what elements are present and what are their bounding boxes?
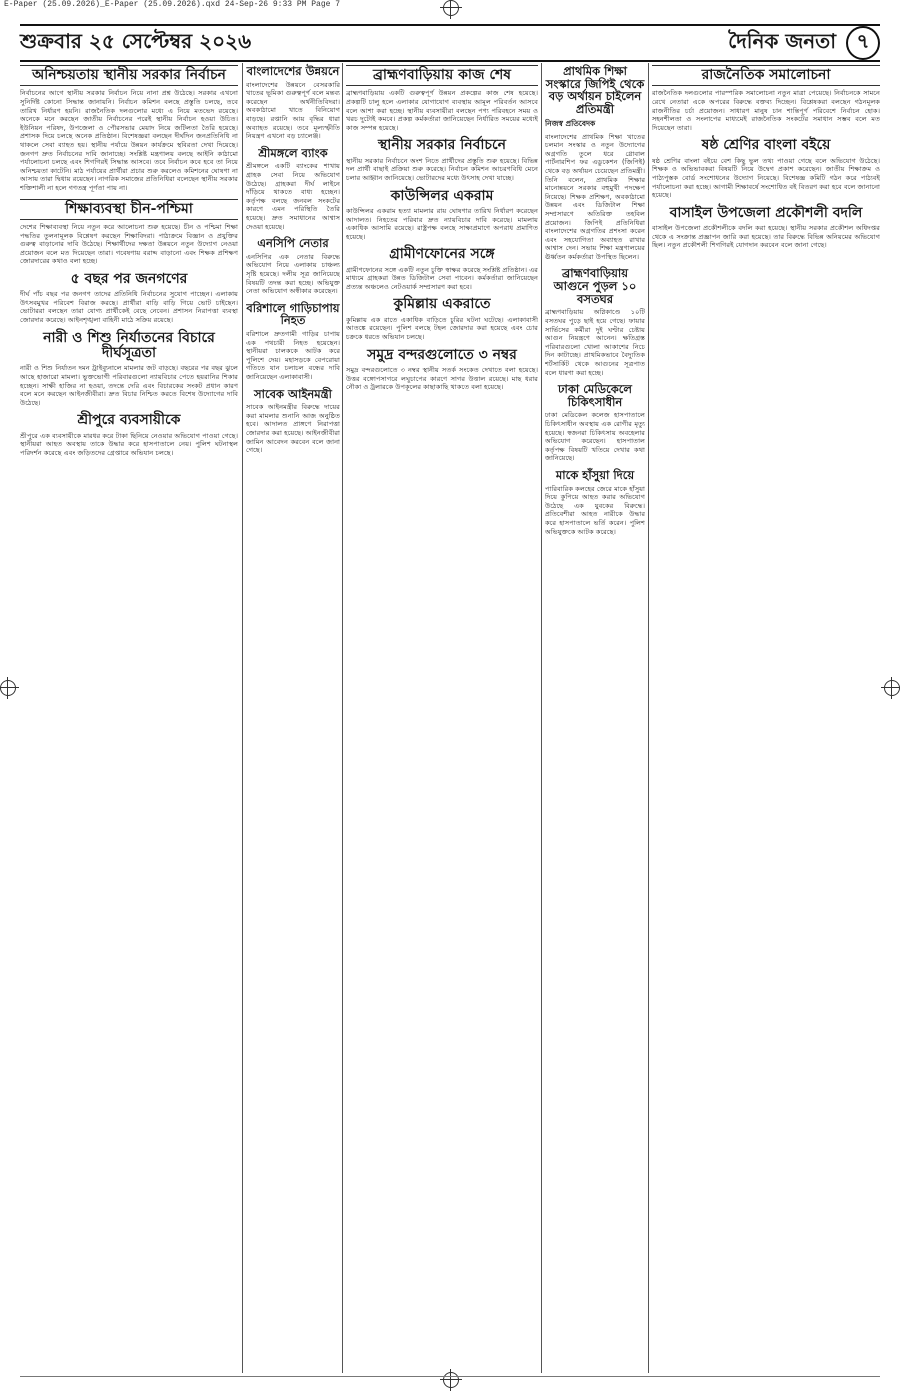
article-body: শ্রীপুরে এক ব্যবসায়ীকে মারধর করে টাকা ছিনিয়ে নেওয়ার অভিযোগ পাওয়া গেছে। স্থানীয়রা আহত অবস্থায় তাকে উদ্ধার করে হাসপাতালে নেয়। পুলিশ ঘটনাস্থল পরিদর্শন করেছে এবং জড়িতদের গ্রেপ্তারে অভিযান চলছে। (20, 431, 238, 457)
column-1 (20, 63, 238, 1373)
article (246, 388, 340, 455)
page-number: ৭ (846, 26, 880, 60)
article (545, 469, 645, 536)
article-body: কুমিল্লায় এক রাতে একাধিক বাড়িতে চুরির ঘটনা ঘটেছে। এলাকাবাসী আতঙ্কে রয়েছেন। পুলিশ বলছে টহল জোরদার করা হয়েছে এবং চোর চক্রকে ধরতে অভিযান চলছে। (346, 315, 538, 342)
footer-rule (20, 1376, 880, 1377)
article-body: ষষ্ঠ শ্রেণির বাংলা বইয়ে বেশ কিছু ভুল তথ্য পাওয়া গেছে বলে অভিযোগ উঠেছে। শিক্ষক ও অভিভাবকরা বিষয়টি নিয়ে উদ্বেগ প্রকাশ করেছেন। জাতীয় শিক্ষাক্রম ও পাঠ্যপুস্তক বোর্ড সংশোধনের উদ্যোগ নিয়েছে। বিশেষজ্ঞ কমিটি গঠন করে পাঠ্যবই পর্যালোচনা করা হচ্ছে। আগামী শিক্ষাবর্ষে সংশোধিত বই বিতরণ করা হবে বলে জানানো হয়েছে। (652, 156, 880, 200)
article-body: দেশের শিক্ষাব্যবস্থা নিয়ে নতুন করে আলোচনা শুরু হয়েছে। চীন ও পশ্চিমা শিক্ষা পদ্ধতির তুলনামূলক বিশ্লেষণ করছেন শিক্ষাবিদরা। পাঠ্যক্রমে বিজ্ঞান ও প্রযুক্তির গুরুত্ব বাড়ানোর দাবি উঠেছে। শিক্ষার্থীদের দক্ষতা উন্নয়নে নতুন উদ্যোগ নেওয়া প্রয়োজন বলে মত দিয়েছেন তারা। গবেষণায় বরাদ্দ বাড়ানো এবং শিক্ষক প্রশিক্ষণ জোরদারের কথাও বলা হচ্ছে। (20, 222, 238, 266)
registration-mark-icon (443, 0, 459, 16)
article-body: সাবেক আইনমন্ত্রীর বিরুদ্ধে দায়ের করা মামলার শুনানি আজ অনুষ্ঠিত হবে। আদালত প্রাঙ্গণে নিরাপত্তা জোরদার করা হয়েছে। আইনজীবীরা জামিন আবেদন করবেন বলে জানা গেছে। (246, 403, 340, 455)
headline: কুমিল্লায় একরাতে (393, 296, 491, 313)
headline: সাবেক আইনমন্ত্রী (254, 386, 332, 401)
article (20, 65, 238, 193)
article-body: সমুদ্র বন্দরগুলোতে ৩ নম্বর স্থানীয় সতর্ক সংকেত দেখাতে বলা হয়েছে। উত্তর বঙ্গোপসাগরে লঘুচাপের কারণে সাগর উত্তাল রয়েছে। মাছ ধরার নৌকা ও ট্রলারকে উপকূলের কাছাকাছি থাকতে বলা হয়েছে। (346, 366, 538, 392)
column-rule (541, 63, 542, 1373)
headline: গ্রামীণফোনের সঙ্গে (389, 246, 495, 263)
paper-name: দৈনিক জনতা (728, 28, 836, 53)
headline: ব্রাহ্মণবাড়িয়ায় আগুনে পুড়ল ১০ বসতঘর (553, 266, 637, 306)
headline: স্থানীয় সরকার নির্বাচনে (378, 137, 506, 154)
article (20, 331, 238, 408)
article-body: নারী ও শিশু নির্যাতন দমন ট্রাইব্যুনালে মামলার জট বাড়ছে। বছরের পর বছর ঝুলে আছে হাজারো মামলা। ভুক্তভোগী পরিবারগুলো ন্যায়বিচার পেতে হয়রানির শিকার হচ্ছেন। সাক্ষী হাজির না হওয়া, তদন্তে দেরি এবং বিচারকের সংকট প্রধান কারণ বলে মনে করছেন আইনজীবীরা। দ্রুত বিচার নিশ্চিত করতে বিশেষ উদ্যোগের দাবি উঠেছে। (20, 364, 238, 407)
byline: নিজস্ব প্রতিবেদক (545, 118, 596, 128)
article (246, 237, 340, 296)
article-body: এনসিপির এক নেতার বিরুদ্ধে অভিযোগ নিয়ে এলাকায় চাঞ্চল্য সৃষ্টি হয়েছে। দলীয় সূত্র জানিয়েছে বিষয়টি তদন্ত করা হচ্ছে। অভিযুক্ত নেতা অভিযোগ অস্বীকার করেছেন। (246, 252, 340, 296)
headline: ষষ্ঠ শ্রেণির বাংলা বইয়ে (701, 137, 831, 154)
headline: ৫ বছর পর জনগণের (70, 270, 188, 287)
article-body: ঢাকা মেডিকেল কলেজ হাসপাতালে চিকিৎসাধীন অবস্থায় এক রোগীর মৃত্যু হয়েছে। স্বজনরা চিকিৎসায় অবহেলার অভিযোগ করেছেন। হাসপাতাল কর্তৃপক্ষ বিষয়টি খতিয়ে দেখার কথা জানিয়েছে। (545, 411, 645, 463)
article (652, 206, 880, 250)
article (346, 65, 538, 132)
article (545, 383, 645, 463)
article (652, 138, 880, 199)
article (346, 348, 538, 392)
article (246, 147, 340, 231)
registration-mark-icon (884, 680, 900, 696)
headline: অনিশ্চয়তায় স্থানীয় সরকার নির্বাচন (20, 65, 238, 86)
article (346, 297, 538, 341)
headline: শ্রীমঙ্গলে ব্যাংক (258, 145, 328, 160)
column-5 (652, 63, 880, 1373)
column-rule (242, 63, 243, 1373)
article-body: দীর্ঘ পাঁচ বছর পর জনগণ তাদের প্রতিনিধি নির্বাচনের সুযোগ পাচ্ছেন। এলাকায় উৎসবমুখর পরিবেশ বিরাজ করছে। প্রার্থীরা বাড়ি বাড়ি গিয়ে ভোট চাইছেন। ভোটাররা বলছেন তারা যোগ্য প্রার্থীকেই বেছে নেবেন। প্রশাসন নিরাপত্তা ব্যবস্থা জোরদার করেছে। আইনশৃঙ্খলা বাহিনী মাঠে সক্রিয় রয়েছে। (20, 290, 238, 325)
headline: বাসাইল উপজেলা প্রকৌশলী বদলি (669, 204, 863, 221)
article-body: গ্রামীণফোনের সঙ্গে একটি নতুন চুক্তি স্বাক্ষর করেছে সংশ্লিষ্ট প্রতিষ্ঠান। এর মাধ্যমে গ্রাহকরা উন্নত ডিজিটাল সেবা পাবেন। কর্মকর্তারা জানিয়েছেন প্রত্যন্ত অঞ্চলেও নেটওয়ার্ক সম্প্রসারণ করা হবে। (346, 265, 538, 291)
article (20, 413, 238, 457)
headline: নারী ও শিশু নির্যাতনের বিচারে দীর্ঘসূত্রতা (43, 329, 215, 362)
article-body: বাসাইল উপজেলা প্রকৌশলীকে বদলি করা হয়েছে। স্থানীয় সরকার প্রকৌশল অধিদপ্তর থেকে এ সংক্রান্ত প্রজ্ঞাপন জারি করা হয়েছে। তার বিরুদ্ধে বিভিন্ন অনিয়মের অভিযোগ ছিল। নতুন প্রকৌশলী শিগগিরই যোগদান করবেন বলে জানা গেছে। (652, 224, 880, 250)
article (246, 65, 340, 141)
article (20, 199, 238, 266)
headline: ব্রাহ্মণবাড়িয়ায় কাজ শেষ (346, 65, 538, 86)
headline: ঢাকা মেডিকেলে চিকিৎসাধীন (558, 382, 632, 409)
article-body: নির্বাচনের আগে স্থানীয় সরকার নির্বাচন নিয়ে নানা প্রশ্ন উঠেছে। সরকার এখনো সুনির্দিষ্ট কোনো সিদ্ধান্ত জানায়নি। নির্বাচন কমিশন বলছে প্রস্তুতি চলছে, তবে তারিখ নির্ধারণ হয়নি। রাজনৈতিক দলগুলোর মধ্যে এ নিয়ে মতভেদ রয়েছে। অনেকে মনে করছেন জাতীয় নির্বাচনের পরেই স্থানীয় নির্বাচন হওয়া উচিত। ইউনিয়ন পরিষদ, উপজেলা ও পৌরসভার মেয়াদ নিয়ে জটিলতা তৈরি হয়েছে। প্রশাসক দিয়ে চলছে অনেক প্রতিষ্ঠান। বিশেষজ্ঞরা বলছেন দীর্ঘদিন জনপ্রতিনিধি না থাকলে সেবা ব্যাহত হয়। স্থানীয় পর্যায়ে উন্নয়ন কার্যক্রমে স্থবিরতা দেখা দিয়েছে। জনগণ দ্রুত নির্বাচনের দাবি জানাচ্ছে। সংশ্লিষ্ট মন্ত্রণালয় বলছে আইনি কাঠামো পর্যালোচনা চলছে এবং শিগগিরই সিদ্ধান্ত আসবে। তবে নির্বাচন কবে হবে তা নিয়ে অনিশ্চয়তা কাটেনি। মাঠ পর্যায়ের প্রার্থীরা প্রচার শুরু করলেও কমিশনের ঘোষণা না আসায় তারা দ্বিধায় রয়েছেন। নাগরিক সমাজের প্রতিনিধিরা বলেছেন স্থানীয় সরকার শক্তিশালী না হলে গণতন্ত্র পূর্ণতা পায় না। (20, 89, 238, 192)
masthead (20, 24, 880, 62)
article-body: কাউন্সিলর একরাম হত্যা মামলার রায় ঘোষণার তারিখ নির্ধারণ করেছেন আদালত। নিহতের পরিবার দ্রুত ন্যায়বিচার দাবি করেছে। মামলায় একাধিক আসামি রয়েছে। রাষ্ট্রপক্ষ বলছে সাক্ষ্যপ্রমাণে অপরাধ প্রমাণিত হয়েছে। (346, 206, 538, 241)
print-slug: E-Paper (25.09.2026)_E-Paper (25.09.2026).qxd 24-Sep-26 9:33 PM Page 7 (4, 0, 341, 9)
article (346, 247, 538, 291)
article-body: শ্রীমঙ্গলে একটি ব্যাংকের শাখায় গ্রাহক সেবা নিয়ে অভিযোগ উঠেছে। গ্রাহকরা দীর্ঘ লাইনে দাঁড়িয়ে থাকতে বাধ্য হচ্ছেন। কর্তৃপক্ষ বলছে জনবল সংকটের কারণে এমন পরিস্থিতি তৈরি হয়েছে। দ্রুত সমাধানের আশ্বাস দেওয়া হয়েছে। (246, 162, 340, 231)
column-4 (545, 63, 645, 1373)
article-body: ব্রাহ্মণবাড়িয়ায় অগ্নিকাণ্ডে ১০টি বসতঘর পুড়ে ছাই হয়ে গেছে। ফায়ার সার্ভিসের কর্মীরা দুই ঘণ্টার চেষ্টায় আগুন নিয়ন্ত্রণে আনেন। ক্ষতিগ্রস্ত পরিবারগুলো খোলা আকাশের নিচে দিন কাটাচ্ছে। প্রাথমিকভাবে বৈদ্যুতিক শর্টসার্কিট থেকে আগুনের সূত্রপাত বলে ধারণা করা হচ্ছে। (545, 308, 645, 377)
headline: সমুদ্র বন্দরগুলোতে ৩ নম্বর (367, 346, 517, 363)
column-rule (648, 63, 649, 1373)
article (346, 138, 538, 182)
headline: প্রাথমিক শিক্ষা সংস্কারে জিপিই থেকে বড় অর্থায়ন চাইলেন প্রতিমন্ত্রী (545, 64, 645, 116)
article (20, 272, 238, 325)
article-body: বরিশালে দ্রুতগামী গাড়ির চাপায় এক পথচারী নিহত হয়েছেন। স্থানীয়রা চালককে আটক করে পুলিশে দেয়। মহাসড়কে বেপরোয়া গতিতে যান চলাচল বন্ধের দাবি জানিয়েছেন এলাকাবাসী। (246, 330, 340, 382)
article-body: পারিবারিক কলহের জেরে মাকে হাঁসুয়া দিয়ে কুপিয়ে আহত করার অভিযোগ উঠেছে এক যুবকের বিরুদ্ধে। প্রতিবেশীরা আহত নারীকে উদ্ধার করে হাসপাতালে ভর্তি করেন। পুলিশ অভিযুক্তকে আটক করেছে। (545, 484, 645, 536)
headline: কাউন্সিলর একরাম (390, 187, 494, 204)
column-rule (342, 63, 343, 1373)
registration-mark-icon (0, 680, 16, 696)
article-body: বাংলাদেশের উন্নয়নে বেসরকারি খাতের ভূমিকা গুরুত্বপূর্ণ বলে মন্তব্য করেছেন অর্থনীতিবিদরা। অবকাঠামো খাতে বিনিয়োগ বাড়ছে। রপ্তানি আয় বৃদ্ধির ধারা অব্যাহত রয়েছে। তবে মূল্যস্ফীতি নিয়ন্ত্রণ এখনো বড় চ্যালেঞ্জ। (246, 80, 340, 141)
article-body: স্থানীয় সরকার নির্বাচনে অংশ নিতে প্রার্থীদের প্রস্তুতি শুরু হয়েছে। বিভিন্ন দল প্রার্থী বাছাই প্রক্রিয়া শুরু করেছে। নির্বাচন কমিশন আচরণবিধি মেনে চলার আহ্বান জানিয়েছে। ভোটারদের মধ্যে উৎসাহ দেখা যাচ্ছে। (346, 156, 538, 182)
column-2 (246, 63, 340, 1373)
registration-mark-icon (443, 1372, 459, 1388)
article-body: রাজনৈতিক দলগুলোর পারস্পরিক সমালোচনা নতুন মাত্রা পেয়েছে। নির্বাচনকে সামনে রেখে নেতারা একে অপরের বিরুদ্ধে বক্তব্য দিচ্ছেন। বিশ্লেষকরা বলছেন গঠনমূলক রাজনীতির চর্চা প্রয়োজন। সাধারণ মানুষ চান শান্তিপূর্ণ পরিবেশে নির্বাচন হোক। সহনশীলতা ও সংলাপের মাধ্যমেই রাজনৈতিক সংকটের সমাধান সম্ভব বলে মত দিয়েছেন তারা। (652, 89, 880, 132)
article (545, 267, 645, 377)
column-3 (346, 63, 538, 1373)
article (346, 189, 538, 242)
article (545, 65, 645, 261)
article-body: বাংলাদেশের প্রাথমিক শিক্ষা খাতের চলমান সংস্কার ও নতুন উদ্যোগের অগ্রগতি তুলে ধরে গ্লোবাল পার্টনারশিপ ফর এডুকেশন (জিপিই) থেকে বড় অর্থায়ন চেয়েছেন প্রতিমন্ত্রী। তিনি বলেন, প্রাথমিক শিক্ষার মানোন্নয়নে সরকার বহুমুখী পদক্ষেপ নিয়েছে। শিক্ষক প্রশিক্ষণ, অবকাঠামো উন্নয়ন এবং ডিজিটাল শিক্ষা সম্প্রসারণে অতিরিক্ত তহবিল প্রয়োজন। জিপিই প্রতিনিধিরা বাংলাদেশের অগ্রগতির প্রশংসা করেন এবং সহযোগিতা অব্যাহত রাখার আশ্বাস দেন। সভায় শিক্ষা মন্ত্রণালয়ের ঊর্ধ্বতন কর্মকর্তারা উপস্থিত ছিলেন। (545, 132, 645, 261)
article (652, 65, 880, 132)
headline: মাকে হাঁসুয়া দিয়ে (555, 467, 635, 482)
article-body: ব্রাহ্মণবাড়িয়ায় একটি গুরুত্বপূর্ণ উন্নয়ন প্রকল্পের কাজ শেষ হয়েছে। প্রকল্পটি চালু হলে এলাকার যোগাযোগ ব্যবস্থায় আমূল পরিবর্তন আসবে বলে আশা করা হচ্ছে। স্থানীয় ব্যবসায়ীরা বলছেন পণ্য পরিবহনে সময় ও খরচ দুটোই কমবে। প্রকল্প কর্মকর্তারা জানিয়েছেন নির্ধারিত সময়ের মধ্যেই কাজ সম্পন্ন হয়েছে। (346, 89, 538, 132)
headline: এনসিপি নেতার (257, 236, 329, 251)
issue-date: শুক্রবার ২৫ সেপ্টেম্বর ২০২৬ (20, 28, 252, 53)
headline: রাজনৈতিক সমালোচনা (652, 65, 880, 86)
headline: বরিশালে গাড়িচাপায় নিহত (246, 300, 340, 328)
headline: শ্রীপুরে ব্যবসায়ীকে (77, 412, 181, 429)
article (246, 302, 340, 382)
headline: শিক্ষাব্যবস্থা চীন-পশ্চিমা (20, 199, 238, 220)
headline: বাংলাদেশের উন্নয়নে (246, 64, 340, 78)
